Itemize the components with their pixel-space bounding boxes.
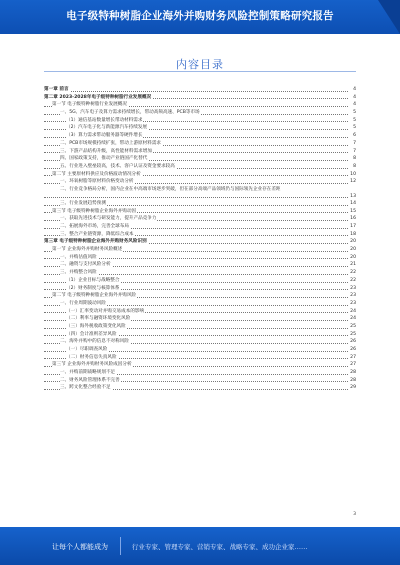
toc-entry-text: 第一节 企业海外并购财务风险概述: [52, 247, 123, 253]
toc-divider: [44, 71, 356, 72]
toc-entry-text: 三、并购整合风险: [60, 270, 97, 276]
toc-entry-page: 28: [348, 369, 356, 377]
toc-entry-page: 6: [348, 132, 356, 140]
toc-entry[interactable]: [44, 186, 356, 200]
toc-entry-page: 15: [348, 208, 356, 216]
toc-entry[interactable]: [44, 238, 356, 246]
toc-entry[interactable]: [44, 315, 356, 323]
toc-entry-page: 4: [348, 101, 356, 109]
toc-entry[interactable]: [44, 269, 356, 277]
toc-entry-text: 四、国家政策支持，推动产业链国产化替代: [60, 156, 148, 162]
toc-entry-page: 5: [348, 124, 356, 132]
toc-entry-text: 二、融资与支付风险分析: [60, 262, 111, 268]
toc-entry-page: 27: [348, 354, 356, 362]
toc-entry[interactable]: [44, 109, 356, 117]
header-corner-accent: [378, 0, 400, 34]
toc-entry-page: 26: [348, 338, 356, 346]
toc-entry[interactable]: [44, 101, 356, 109]
toc-entry-text: 一、并购估值风险: [60, 254, 97, 260]
toc-entry-text: 第一节 电子级特种树脂行业发展概况: [52, 102, 127, 108]
toc-entry[interactable]: [44, 338, 356, 346]
toc-entry-page: 5: [348, 117, 356, 125]
toc-entry-page: 8: [348, 155, 356, 163]
toc-entry-text: 二、拓展海外市场，完善全球布局: [60, 224, 129, 229]
toc-entry-page: 4: [348, 94, 356, 102]
toc-entry-page: 22: [348, 269, 356, 277]
report-header-bar: [0, 0, 400, 34]
toc-entry[interactable]: [44, 346, 356, 354]
toc-entry-text: 二、海外并购中的信息不对称风险: [60, 339, 129, 345]
toc-entry[interactable]: [44, 377, 356, 385]
toc-entry[interactable]: [44, 140, 356, 148]
table-of-contents: [44, 86, 356, 392]
toc-entry[interactable]: [44, 132, 356, 140]
toc-entry-page: 27: [348, 361, 356, 369]
toc-entry[interactable]: [44, 254, 356, 262]
toc-entry-text: （2）汽车电子化与新能源汽车持续发展: [66, 125, 148, 131]
toc-entry-text: （三）海外税收政策变化风险: [66, 323, 126, 329]
toc-entry-page: 18: [348, 231, 356, 239]
toc-entry-text: 三、行业发展趋势预测: [60, 200, 106, 206]
toc-entry-page: 26: [348, 346, 356, 354]
toc-entry-page: 23: [348, 285, 356, 293]
toc-entry-text: 三、整合产业链资源，降低综合成本: [60, 231, 134, 237]
toc-entry-text: 一、获取先进技术与研发能力，提升产品竞争力: [60, 216, 157, 222]
toc-entry[interactable]: [44, 171, 356, 179]
toc-entry-page: 16: [348, 215, 356, 223]
toc-entry-page: 24: [348, 308, 356, 316]
toc-entry-page: 22: [348, 277, 356, 285]
toc-entry-page: 7: [348, 148, 356, 156]
toc-entry[interactable]: [44, 208, 356, 216]
toc-entry-page: 20: [348, 246, 356, 254]
toc-entry-text: 第三章 电子级特种树脂企业海外并购财务风险识别: [44, 239, 147, 245]
toc-entry-page: 12: [348, 178, 356, 186]
toc-entry[interactable]: [44, 361, 356, 369]
toc-entry-page: 10: [348, 171, 356, 179]
toc-entry[interactable]: [44, 369, 356, 377]
toc-leader-dots: [44, 197, 348, 198]
toc-entry-page: 28: [348, 377, 356, 385]
toc-entry[interactable]: [44, 384, 356, 392]
toc-entry[interactable]: [44, 94, 356, 102]
page-number: 3: [353, 512, 356, 517]
toc-entry[interactable]: [44, 223, 356, 231]
toc-entry-page: 20: [348, 254, 356, 262]
toc-entry[interactable]: [44, 285, 356, 293]
toc-entry[interactable]: [44, 323, 356, 331]
toc-entry-text: 第二节 电子级特种树脂企业海外并购风险: [52, 293, 137, 299]
toc-entry-text: 第二节 主要原材料供应及价格波动情况分析: [52, 171, 141, 177]
toc-entry[interactable]: [44, 163, 356, 171]
toc-entry[interactable]: [44, 277, 356, 285]
toc-entry-page: 8: [348, 163, 356, 171]
toc-entry-text: （1）企业目标与战略整合: [66, 277, 120, 283]
toc-entry[interactable]: [44, 117, 356, 125]
toc-entry[interactable]: [44, 124, 356, 132]
toc-entry-text: 二、行业竞争格局分析，国内企业在中高端市场逐步突破，但在部分高端产品领域仍与国际领先企业存在差距: [60, 186, 281, 192]
toc-entry[interactable]: [44, 200, 356, 208]
toc-entry[interactable]: [44, 215, 356, 223]
toc-entry-text: 一、5G、汽车电子及算力需求持续增长，带动高频高速、PCB等市场: [60, 110, 200, 116]
toc-entry[interactable]: [44, 354, 356, 362]
toc-entry-text: 一、并购前期战略规划不足: [60, 370, 116, 376]
toc-entry[interactable]: [44, 231, 356, 239]
toc-entry[interactable]: [44, 246, 356, 254]
toc-entry-text: 三、跨文化整合经验不足: [60, 385, 111, 391]
toc-entry[interactable]: [44, 148, 356, 156]
toc-entry[interactable]: [44, 308, 356, 316]
toc-entry-page: 17: [348, 223, 356, 231]
toc-entry-text: 第二章 2023-2028年电子级特种树脂行业发展概况: [44, 94, 152, 100]
toc-leader-dots: [44, 91, 348, 92]
toc-entry-text: 一、行业周期波动风险: [60, 300, 106, 306]
report-title: 电子级特种树脂企业海外并购财务风险控制策略研究报告: [66, 10, 334, 22]
toc-entry-text: 第三节 企业海外并购财务风险成因分析: [52, 362, 132, 368]
toc-entry-text: （一）尽职调查风险: [66, 347, 108, 352]
toc-entry-text: （一）汇率变动对并购交易成本的影响: [66, 308, 145, 314]
toc-entry-text: （1）通信基站数量增长带动材料需求: [66, 117, 143, 123]
toc-entry-text: 二、财务风险管理体系不完善: [60, 377, 120, 383]
toc-entry[interactable]: [44, 261, 356, 269]
footer-slogan-left: 让每个人都能成为: [52, 543, 108, 551]
toc-entry[interactable]: [44, 300, 356, 308]
toc-entry-page: 23: [348, 300, 356, 308]
footer-slogan-right: 行业专家、管理专家、营销专家、战略专家、成功企业家……: [132, 543, 308, 551]
footer-divider: [120, 537, 121, 555]
toc-entry-page: 5: [348, 109, 356, 117]
toc-entry[interactable]: [44, 331, 356, 339]
toc-entry-page: 21: [348, 261, 356, 269]
toc-entry-text: （3）算力需求带动服务器等硬件增长: [66, 133, 143, 139]
toc-entry-text: （四）会计准则差异风险: [66, 331, 117, 337]
toc-entry-text: （2）财务制度与核算体系: [66, 285, 120, 291]
toc-entry[interactable]: [44, 178, 356, 186]
toc-entry-page: 4: [348, 86, 356, 94]
toc-entry[interactable]: [44, 86, 356, 94]
toc-entry-text: 三、下游产品结构升级，高性能材料需求增加: [60, 148, 152, 154]
footer-bar: [0, 527, 400, 565]
toc-entry-page: 24: [348, 315, 356, 323]
toc-entry-text: 第一章 前言: [44, 87, 69, 92]
toc-entry-text: （二）财务信息失真风险: [66, 354, 117, 360]
toc-entry-page: 25: [348, 323, 356, 331]
toc-entry-page: 20: [348, 238, 356, 246]
toc-entry-text: 五、行业进入壁垒较高，技术、客户认证及资金要求较高: [60, 163, 175, 169]
toc-entry-page: 23: [348, 292, 356, 300]
toc-entry-page: 25: [348, 331, 356, 339]
toc-entry-text: 一、环氧树脂等原材料价格变动分析: [60, 179, 134, 185]
toc-entry-text: 第三节 电子级特种树脂企业海外并购动因: [52, 208, 137, 214]
toc-entry-text: 二、PCB市场规模持续扩张，带动上游原材料需求: [60, 140, 162, 146]
toc-entry-page: 14: [348, 200, 356, 208]
toc-title: 内容目录: [176, 58, 224, 71]
toc-entry[interactable]: [44, 292, 356, 300]
toc-entry-page: 13: [348, 193, 356, 201]
toc-entry-page: 29: [348, 384, 356, 392]
toc-entry[interactable]: [44, 155, 356, 163]
toc-entry-page: 7: [348, 140, 356, 148]
toc-entry-text: （二）利率与融资环境变化风险: [66, 316, 131, 322]
